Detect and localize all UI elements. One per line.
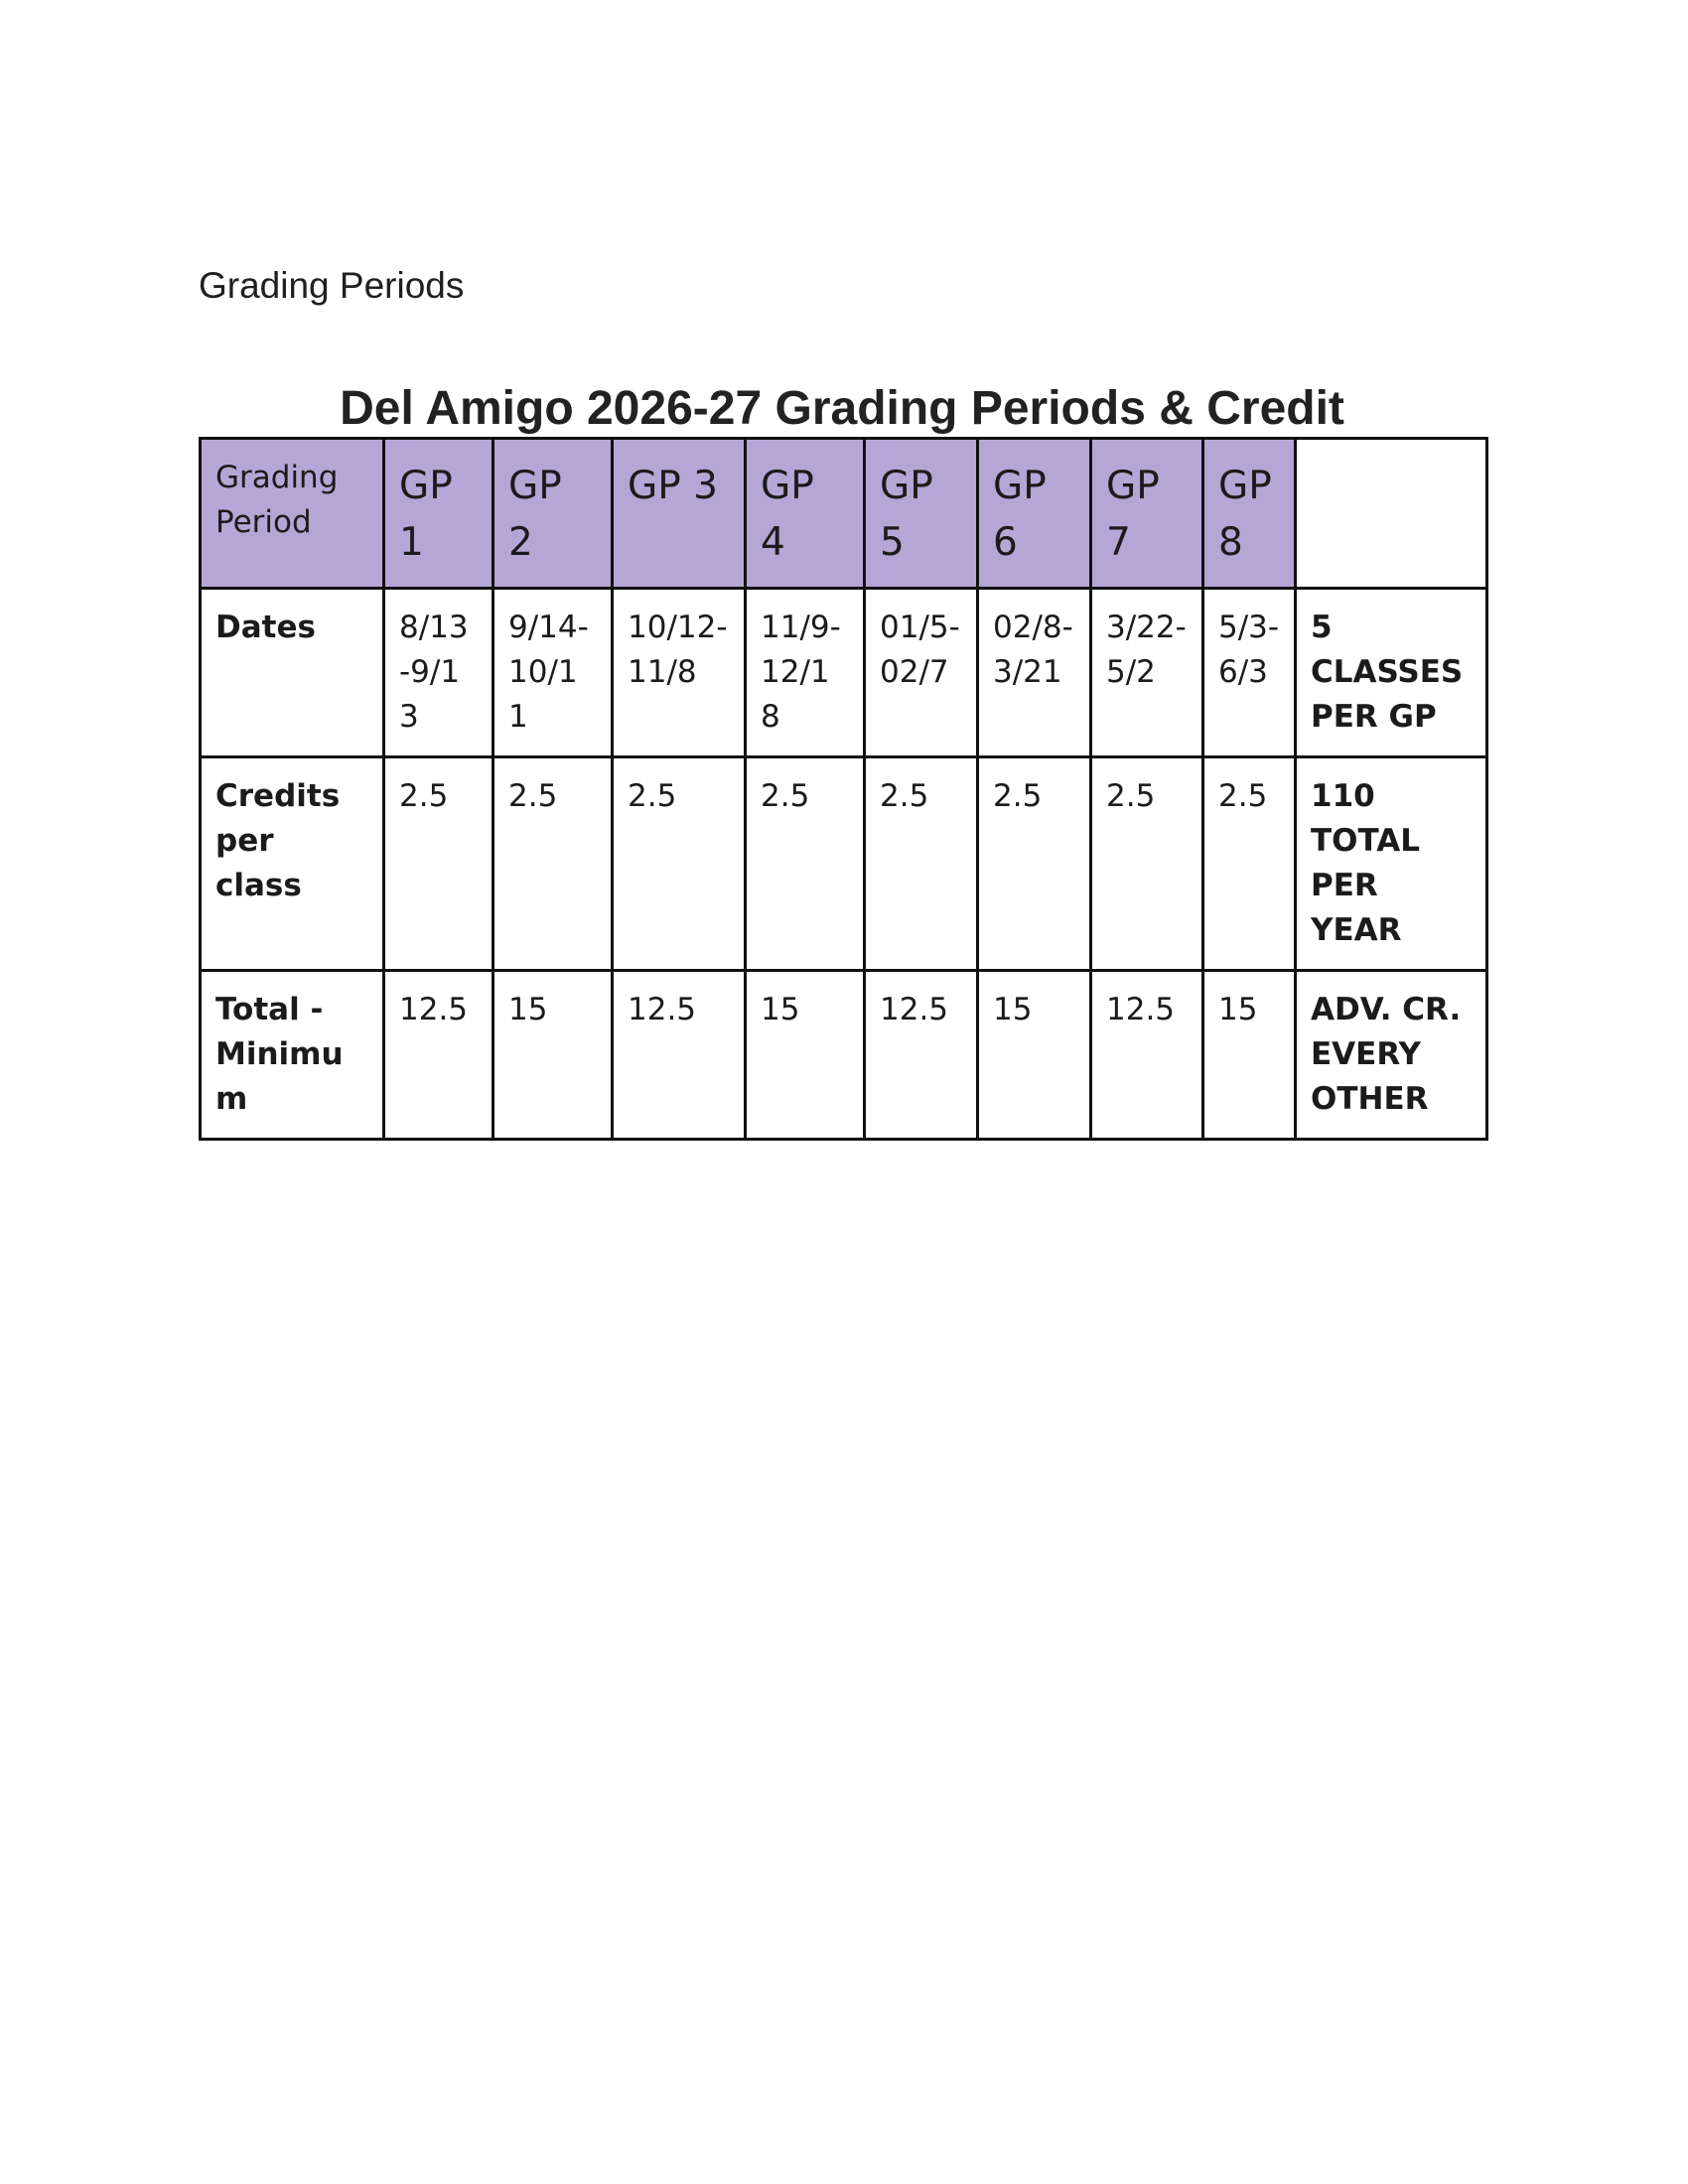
section-heading: Grading Periods <box>199 265 465 306</box>
table-row <box>201 971 1487 1140</box>
table-cell: 12.5 <box>384 971 493 1140</box>
period-header-cell: GP 6 <box>978 439 1091 589</box>
row-note: 5 CLASSES PER GP <box>1296 589 1487 757</box>
table-cell: 2.5 <box>978 757 1091 971</box>
table-cell: 5/3-6/3 <box>1203 589 1296 757</box>
period-header-cell: GP 8 <box>1203 439 1296 589</box>
table-cell: 15 <box>493 971 613 1140</box>
table-cell: 2.5 <box>1203 757 1296 971</box>
table-cell: 15 <box>746 971 865 1140</box>
table-cell: 8/13-9/13 <box>384 589 493 757</box>
row-note: ADV. CR. EVERY OTHER <box>1296 971 1487 1140</box>
empty-header-cell <box>1296 439 1487 589</box>
row-label: Dates <box>201 589 384 757</box>
period-header-cell: GP 5 <box>865 439 978 589</box>
period-header-cell: GP 2 <box>493 439 613 589</box>
table-cell: 9/14-10/11 <box>493 589 613 757</box>
period-header-cell: GP 3 <box>613 439 746 589</box>
table-cell: 02/8-3/21 <box>978 589 1091 757</box>
table-cell: 2.5 <box>865 757 978 971</box>
table-cell: 3/22-5/2 <box>1091 589 1203 757</box>
period-header-cell: GP 7 <box>1091 439 1203 589</box>
table-row <box>201 589 1487 757</box>
corner-header-cell: Grading Period <box>201 439 384 589</box>
grading-periods-table <box>199 437 1488 1141</box>
table-cell: 2.5 <box>1091 757 1203 971</box>
row-label: Total - Minimum <box>201 971 384 1140</box>
table-title: Del Amigo 2026-27 Grading Periods & Credit <box>340 382 1344 435</box>
header-row <box>201 439 1487 589</box>
table-cell: 15 <box>1203 971 1296 1140</box>
table-cell: 15 <box>978 971 1091 1140</box>
table-cell: 2.5 <box>613 757 746 971</box>
table-cell: 2.5 <box>384 757 493 971</box>
table-cell: 12.5 <box>613 971 746 1140</box>
table-row <box>201 757 1487 971</box>
row-note: 110 TOTAL PER YEAR <box>1296 757 1487 971</box>
table-cell: 12.5 <box>865 971 978 1140</box>
table-cell: 01/5-02/7 <box>865 589 978 757</box>
table-cell: 12.5 <box>1091 971 1203 1140</box>
table-cell: 11/9-12/18 <box>746 589 865 757</box>
table-cell: 10/12-11/8 <box>613 589 746 757</box>
table-cell: 2.5 <box>746 757 865 971</box>
row-label: Credits per class <box>201 757 384 971</box>
table-cell: 2.5 <box>493 757 613 971</box>
period-header-cell: GP 1 <box>384 439 493 589</box>
period-header-cell: GP 4 <box>746 439 865 589</box>
